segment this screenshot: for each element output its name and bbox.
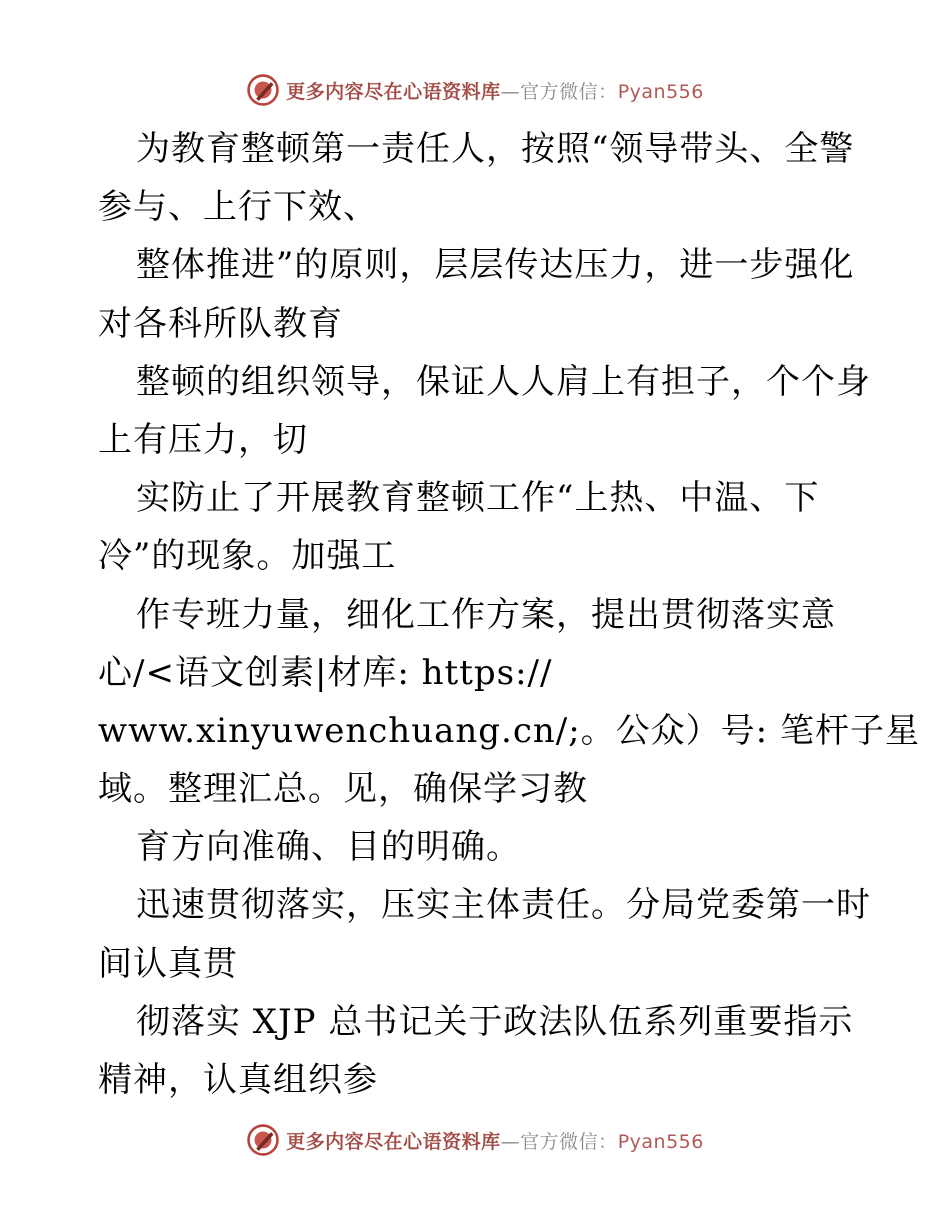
watermark-wechat-id: Pyan556 bbox=[617, 1130, 704, 1153]
watermark-wechat-id: Pyan556 bbox=[617, 80, 704, 103]
watermark-wechat-label: 官方微信： bbox=[520, 1130, 618, 1153]
watermark-site-text: 更多内容尽在心语资料库 bbox=[286, 1130, 501, 1153]
watermark-group bbox=[246, 73, 704, 107]
text-line: 整顿的组织领导，保证人人肩上有担子，个个身 bbox=[136, 361, 871, 402]
text-line: 参与、上行下效、 bbox=[98, 187, 378, 228]
watermark-group bbox=[246, 1123, 704, 1157]
text-line: 作专班力量，细化工作方案，提出贯彻落实意 bbox=[136, 594, 836, 635]
watermark-site-text: 更多内容尽在心语资料库 bbox=[286, 80, 501, 103]
text-line: 心/<语文创素|材库: https:// bbox=[98, 652, 553, 693]
watermark-dash: — bbox=[500, 80, 521, 103]
text-line: www.xinyuwenchuang.cn/;。公众）号: 笔杆子星 bbox=[98, 710, 920, 751]
text-line: 迅速贯彻落实，压实主体责任。分局党委第一时 bbox=[136, 885, 871, 926]
brand-logo-icon bbox=[246, 1123, 280, 1157]
watermark-dash: — bbox=[500, 1130, 521, 1153]
text-line: 精神，认真组织参 bbox=[98, 1060, 378, 1100]
text-line: 域。整理汇总。见，确保学习教 bbox=[98, 769, 588, 810]
watermark-text bbox=[286, 77, 704, 104]
brand-logo-icon bbox=[246, 73, 280, 107]
text-line: 冷”的现象。加强工 bbox=[98, 536, 397, 577]
text-line: 为教育整顿第一责任人，按照“领导带头、全警 bbox=[136, 129, 855, 169]
text-line: 育方向准确、目的明确。 bbox=[136, 827, 521, 868]
body-text bbox=[98, 120, 920, 1109]
text-line: 对各科所队教育 bbox=[98, 303, 343, 344]
text-line: 间认真贯 bbox=[98, 943, 238, 984]
text-line: 实防止了开展教育整顿工作“上热、中温、下 bbox=[136, 478, 820, 519]
text-line: 整体推进”的原则，层层传达压力，进一步强化 bbox=[136, 245, 855, 286]
footer-watermark bbox=[0, 1118, 950, 1162]
text-line: 上有压力，切 bbox=[98, 419, 308, 460]
watermark-text bbox=[286, 1127, 704, 1154]
text-line: 彻落实 XJP 总书记关于政法队伍系列重要指示 bbox=[136, 1001, 854, 1042]
watermark-wechat-label: 官方微信： bbox=[520, 80, 618, 103]
header-watermark bbox=[0, 68, 950, 112]
